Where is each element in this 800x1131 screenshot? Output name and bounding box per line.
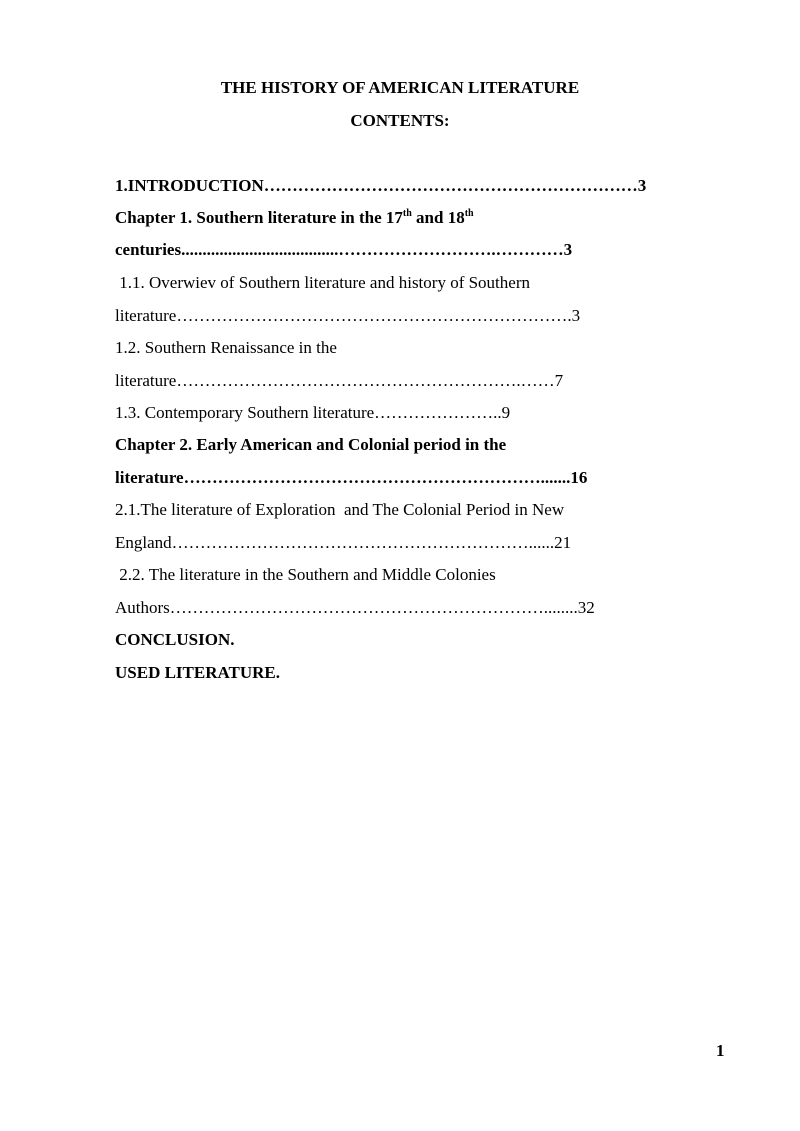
toc-chapter-1-text: Chapter 1. Southern literature in the 17 <box>115 208 403 227</box>
toc-entry-2-2: 2.2. The literature in the Southern and Middle Colonies <box>115 565 496 584</box>
page-number: 1 <box>716 1041 725 1060</box>
toc-entry-2-1-cont: England………………………………………………………......21 <box>115 533 572 552</box>
toc-entry-chapter-1 <box>115 208 474 228</box>
toc-entry-used-literature: USED LITERATURE. <box>115 663 281 682</box>
contents-heading: CONTENTS: <box>350 111 450 130</box>
toc-entry-2-1: 2.1.The literature of Exploration and The Colonial Period in New <box>115 500 565 519</box>
document-title: THE HISTORY OF AMERICAN LITERATURE <box>220 78 580 97</box>
toc-entry-chapter-2-cont: literature……………………………………………………….......16 <box>115 468 588 487</box>
toc-entry-2-2-cont: Authors…………………………………………………………........32 <box>115 598 595 617</box>
toc-entry-1-2-cont: literature…………………………………………………….……7 <box>115 371 564 390</box>
toc-entry-chapter-1-cont: centuries.....................................……………………….…………3 <box>115 240 573 259</box>
toc-entry-conclusion: CONCLUSION. <box>115 630 235 649</box>
toc-entry-chapter-2: Chapter 2. Early American and Colonial period in the <box>115 435 507 454</box>
toc-chapter-1-text-mid: and 18 <box>411 208 465 227</box>
toc-entry-1-2: 1.2. Southern Renaissance in the <box>115 338 337 357</box>
toc-chapter-1-superscript: th <box>402 208 412 219</box>
toc-entry-1-1: 1.1. Overwiev of Southern literature and history of Southern <box>115 273 530 292</box>
toc-entry-1-1-cont: literature…………………………………………………………….3 <box>115 306 581 325</box>
toc-chapter-1-superscript-2: th <box>464 208 474 219</box>
toc-entry-1-3: 1.3. Contemporary Southern literature…………………..9 <box>115 403 511 422</box>
toc-entry-introduction: 1.INTRODUCTION…………………………………………………………3 <box>115 176 647 195</box>
